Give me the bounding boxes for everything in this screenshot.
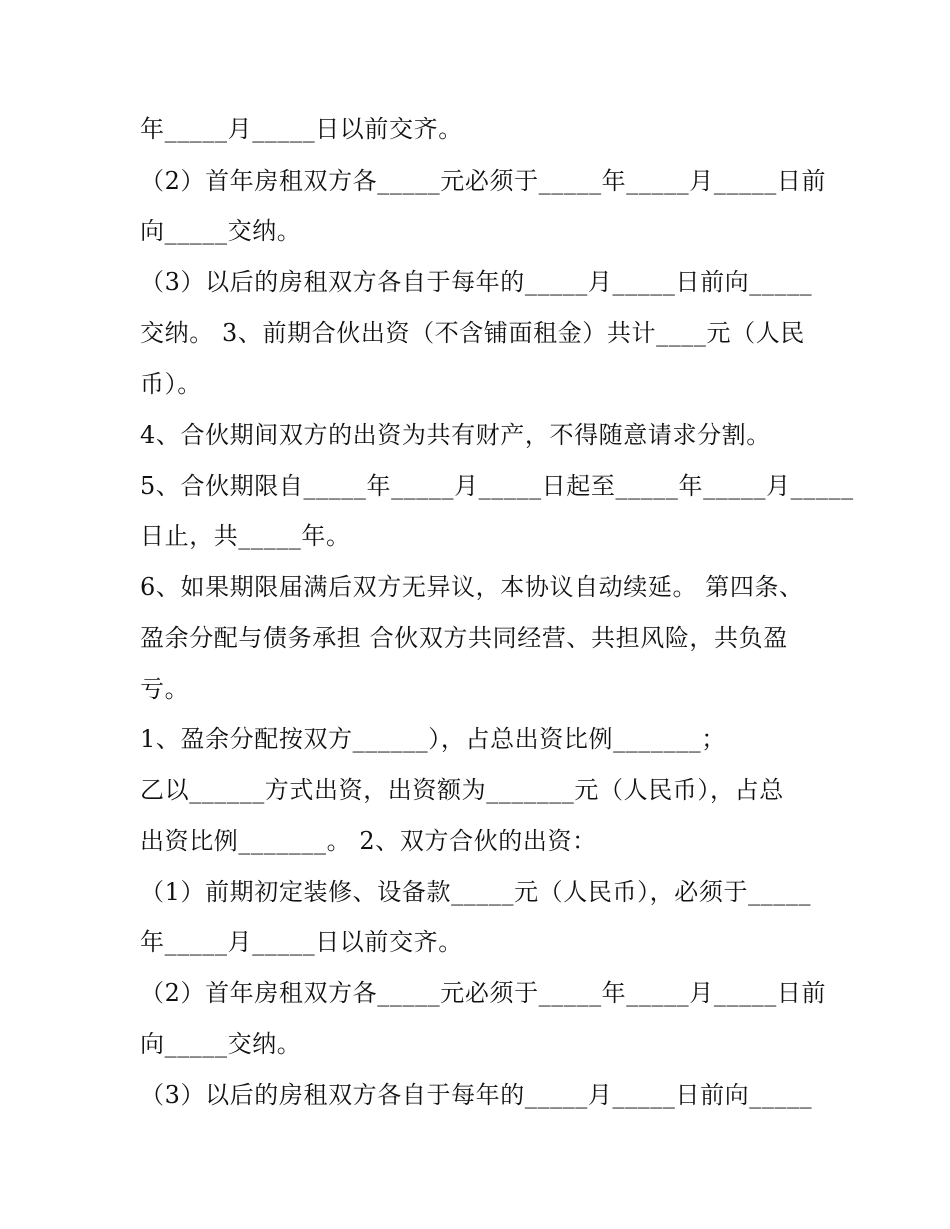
- text-line: 出资比例_______。 2、双方合伙的出资：: [140, 827, 597, 855]
- text-line: 年_____月_____日以前交齐。: [140, 928, 463, 956]
- text-line: 年_____月_____日以前交齐。: [140, 115, 463, 143]
- text-line: （2）首年房租双方各_____元必须于_____年_____月_____日前: [140, 167, 827, 195]
- text-line: 4、合伙期间双方的出资为共有财产，不得随意请求分割。: [140, 421, 771, 449]
- text-line: （3）以后的房租双方各自于每年的_____月_____日前向_____: [140, 1081, 813, 1109]
- text-line: 向_____交纳。: [140, 1030, 302, 1058]
- text-line: 1、盈余分配按双方______），占总出资比例_______；: [140, 725, 726, 753]
- text-line: （2）首年房租双方各_____元必须于_____年_____月_____日前: [140, 979, 827, 1007]
- text-line: 币）。: [140, 370, 202, 398]
- text-line: 6、如果期限届满后双方无异议，本协议自动续延。 第四条、: [140, 573, 804, 601]
- text-line: （3）以后的房租双方各自于每年的_____月_____日前向_____: [140, 268, 813, 296]
- text-line: （1）前期初定装修、设备款_____元（人民币），必须于_____: [140, 878, 812, 906]
- text-line: 亏。: [140, 675, 190, 703]
- text-line: 交纳。 3、前期合伙出资（不含铺面租金）共计____元（人民: [140, 319, 805, 347]
- text-line: 盈余分配与债务承担 合伙双方共同经营、共担风险，共负盈: [140, 624, 788, 652]
- text-line: 日止，共_____年。: [140, 522, 351, 550]
- text-line: 向_____交纳。: [140, 217, 302, 245]
- text-line: 乙以______方式出资，出资额为_______元（人民币），占总: [140, 776, 784, 804]
- text-line: 5、合伙期限自_____年_____月_____日起至_____年_____月_____: [140, 472, 854, 500]
